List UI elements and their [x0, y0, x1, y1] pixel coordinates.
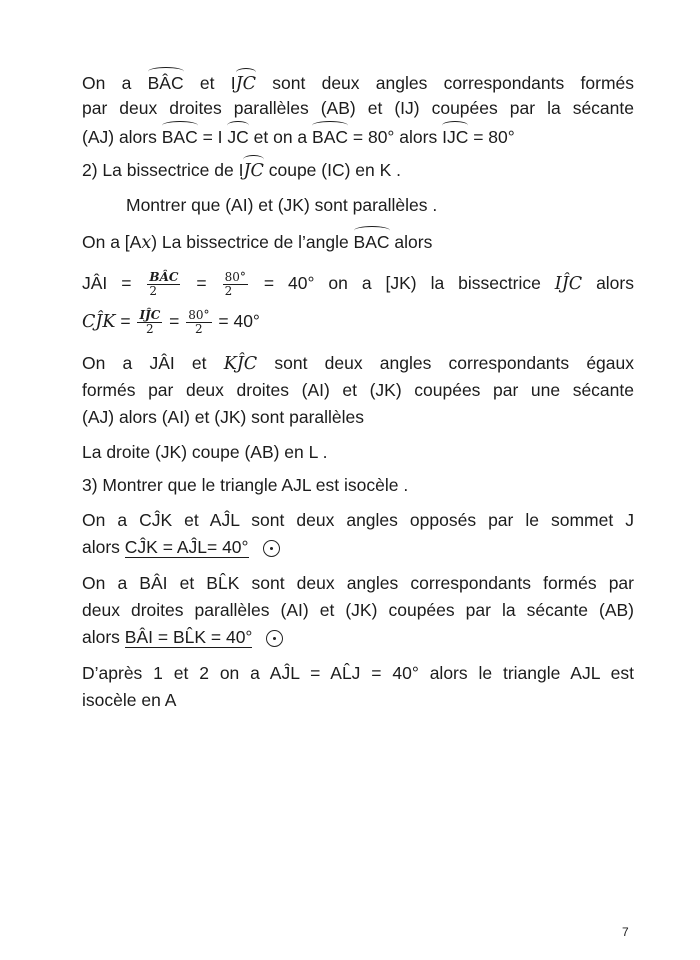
text-line-10: formés par deux droites (AI) et (JK) coupées par une sécante — [82, 380, 634, 400]
text-line-2: par deux droites parallèles (AB) et (IJ) coupées par la sécante — [82, 98, 634, 118]
fraction: $\frac{\text{BÂC}}{2}$ — [149, 269, 179, 298]
text-line-14: On a CĴK et AĴL sont deux angles opposés par le sommet J — [82, 510, 634, 530]
text-line-20: isocèle en A — [82, 690, 177, 710]
text-line-19: D’après 1 et 2 on a AĴL = AL̂J = 40° alors le triangle AJL est — [82, 663, 634, 683]
text-line-16: On a BÂI et BL̂K sont deux angles correspondants formés par — [82, 573, 634, 593]
text-line-7: JÂI = $\frac{\text{BÂC}}{2}$ = $\frac{80^\circ}{2}$ = 40° on a [JK) la bissectrice IĴC alors — [82, 269, 634, 298]
text-line-8: CĴK = $\frac{\text{IĴC}}{2}$ = $\frac{80^\circ}{2}$ = 40° — [82, 307, 260, 336]
text-line-17: deux droites parallèles (AI) et (JK) coupées par la sécante (AB) — [82, 600, 634, 620]
fraction: $\frac{\text{IĴC}}{2}$ — [139, 307, 161, 336]
text-line-3: (AJ) alors BAC = I JC et on a BAC = 80° alors IJC = 80° — [82, 124, 634, 148]
fraction: $\frac{80^\circ}{2}$ — [188, 307, 210, 336]
text-line-9: On a JÂI et KĴC sont deux angles correspondants égaux — [82, 353, 635, 374]
text-line-18: alors BÂI = BL̂K = 40° — [82, 626, 634, 648]
text-line-6: On a [Ax) La bissectrice de l’angle BAC alors — [82, 229, 634, 254]
text-line-4: 2) La bissectrice de IJC coupe (IC) en K . — [82, 160, 402, 181]
text-line-11: (AJ) alors (AI) et (JK) sont parallèles — [82, 407, 365, 427]
page-number: 7 — [622, 925, 629, 939]
circle-mark-icon — [263, 540, 280, 557]
fraction: $\frac{80^\circ}{2}$ — [224, 269, 246, 298]
text-line-13: 3) Montrer que le triangle AJL est isocèle . — [82, 475, 409, 495]
text-line-15: alors CĴK = AĴL= 40° — [82, 536, 634, 558]
text-line-5: Montrer que (AI) et (JK) sont parallèles . — [126, 195, 438, 215]
text-line-1: On a BÂC et IJC sont deux angles correspondants formés — [82, 70, 634, 95]
text-line-12: La droite (JK) coupe (AB) en L . — [82, 442, 328, 462]
circle-mark-icon — [266, 630, 283, 647]
